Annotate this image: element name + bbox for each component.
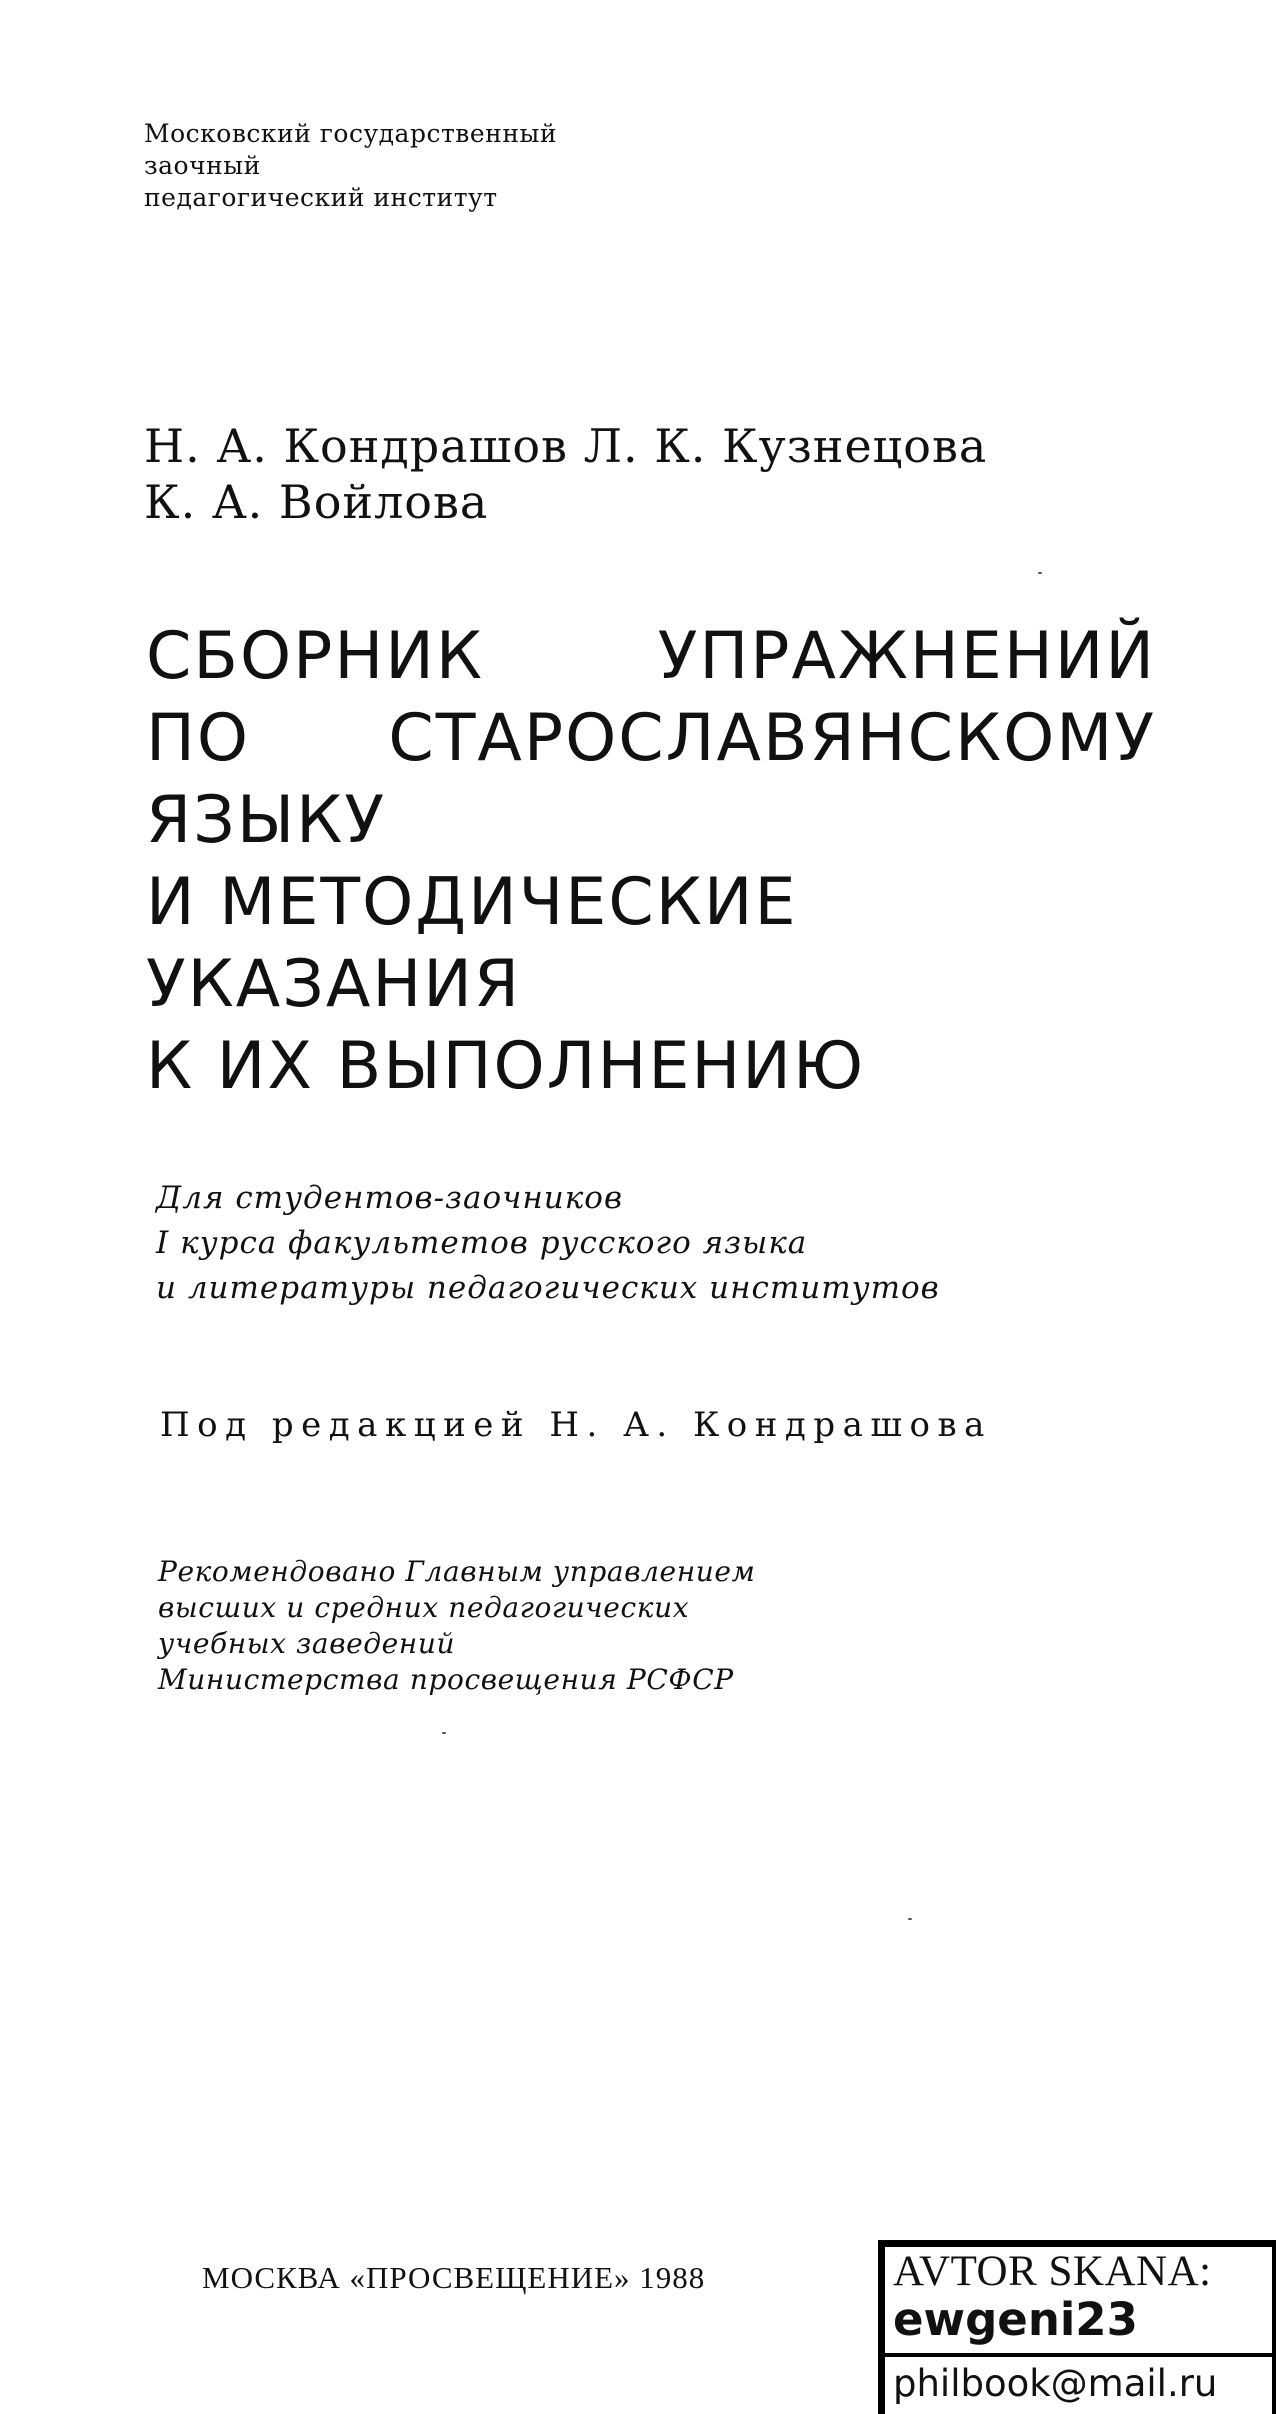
scan-speck (908, 1918, 912, 1920)
target-audience (156, 1176, 940, 1311)
audience-line: I курса факультетов русского языка (156, 1225, 808, 1261)
recommendation (158, 1554, 755, 1698)
stamp-divider (885, 2353, 1272, 2357)
institution-line: заочный (144, 151, 261, 180)
recommendation-line: Министерства просвещения РСФСР (158, 1663, 734, 1696)
book-title (146, 616, 1156, 1108)
stamp-username: ewgeni23 (893, 2293, 1138, 2346)
title-line-2 (146, 698, 1156, 780)
recommendation-line: высших и средних педагогических (158, 1591, 690, 1624)
title-line-5: УКАЗАНИЯ (146, 947, 522, 1022)
editor-credit: Под редакцией Н. А. Кондрашова (160, 1405, 992, 1445)
audience-line: Для студентов-заочников (156, 1180, 623, 1216)
title-line-3: ЯЗЫКУ (146, 783, 386, 858)
scan-speck (442, 1732, 446, 1734)
title-line-1 (146, 616, 1156, 698)
title-word: УПРАЖНЕНИЙ (657, 619, 1156, 694)
audience-line: и литературы педагогических институтов (156, 1270, 940, 1306)
title-word: СБОРНИК (146, 619, 484, 694)
stamp-email: philbook@mail.ru (893, 2362, 1218, 2405)
institution-line: педагогический институт (144, 183, 498, 212)
title-line-4: И МЕТОДИЧЕСКИЕ (146, 865, 798, 940)
scan-credit-stamp (878, 2240, 1276, 2414)
title-word: СТАРОСЛАВЯНСКОМУ (388, 701, 1156, 776)
authors (144, 418, 987, 530)
publisher-imprint: МОСКВА «ПРОСВЕЩЕНИЕ» 1988 (202, 2260, 706, 2295)
title-word: ПО (146, 701, 251, 776)
institution-line: Московский государственный (144, 119, 558, 148)
title-line-6: К ИХ ВЫПОЛНЕНИЮ (146, 1029, 866, 1104)
authors-line-1: Н. А. Кондрашов Л. К. Кузнецова (144, 419, 988, 473)
recommendation-line: учебных заведений (158, 1627, 456, 1660)
recommendation-line: Рекомендовано Главным управлением (158, 1555, 756, 1588)
scan-speck (1038, 572, 1042, 574)
authors-line-2: К. А. Войлова (144, 475, 489, 529)
stamp-heading: AVTOR SKANA: (893, 2248, 1212, 2295)
institution-name (144, 118, 557, 214)
